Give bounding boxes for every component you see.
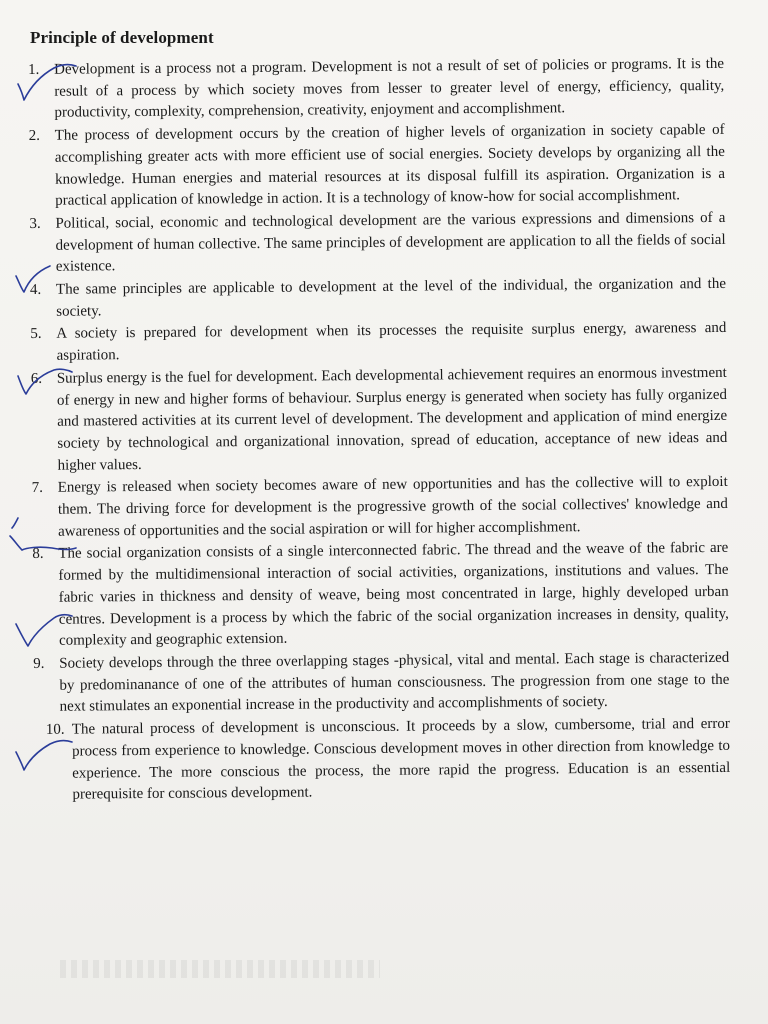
list-item-7 xyxy=(28,472,729,543)
item-text: Society develops through the three overlapping stages -physical, vital and mental. Each stage is characterized by predominanance of one of the attributes of human consciousness. The progression from one stage to the next stimulates an exponential increase in the productivity and accomplishments of society. xyxy=(59,649,730,716)
item-text: Surplus energy is the fuel for development. Each developmental achievement requires an enormous investment of energy in new and higher forms of behaviour. Surplus energy is generated when society has fully organized and mastered activities at its current level of development. The development and application of mind energize society by technological and organizational innovation, spread of education, acceptance of new ideas and higher values. xyxy=(56,364,728,474)
item-text: The process of development occurs by the creation of higher levels of organization in society capable of accomplishing greater acts with more efficient use of social energies. Society develops by organizing all the knowledge. Human energies and material resources at its disposal fulfill its aspiration. Organization is a practical application of knowledge in action. It is a technology of know-how for social accomplishment. xyxy=(54,121,726,209)
item-number: 1. xyxy=(28,61,40,78)
list-item-4 xyxy=(26,274,726,324)
item-text: Development is a process not a program. Development is not a result of set of policies or programs. It is the result of a process by which society moves from lesser to greater level of energy, efficiency, quality, productivity, complexity, comprehension, creativity, enjoyment and accomplishment. xyxy=(54,55,725,122)
item-text: Political, social, economic and technological development are the various expressions and dimensions of a development of human collective. The same principles of development are application to all the fields of social existence. xyxy=(55,209,726,276)
page-title: Principle of development xyxy=(30,28,214,47)
item-text: The natural process of development is unconscious. It proceeds by a slow, cumbersome, trial and error process from experience to knowledge. Conscious development moves in other direction from knowledge to experience. The more conscious the process, the more rapid the progress. Education is an essential prerequisite for conscious development. xyxy=(71,715,731,803)
item-text: The same principles are applicable to development at the level of the individual, the organization and the society. xyxy=(55,275,727,320)
list-item-3 xyxy=(25,208,726,279)
item-number: 4. xyxy=(29,281,42,298)
list-item-5 xyxy=(26,318,726,368)
principles-list xyxy=(24,54,731,808)
item-text: Energy is released when society becomes aware of new opportunities and has the collective will to exploit them. The driving force for development is the progressive growth of the social collectives' knowledge and awareness of opportunities and the social aspiration or will for higher accomplishment. xyxy=(57,474,728,540)
item-number: 8. xyxy=(32,546,44,563)
list-item-1 xyxy=(24,54,725,125)
item-number: 10. xyxy=(45,721,65,738)
list-item-10 xyxy=(30,714,731,807)
item-number: 6. xyxy=(30,370,43,387)
list-item-6 xyxy=(27,363,728,478)
item-text: The social organization consists of a single interconnected fabric. The thread and the weave of the fabric are formed by the multidimensional interaction of social activities, organizations, institutions and values. The fabric varies in thickness and density of weave, being most concentrated in large, highly developed urban centres. Development is a process by which the fabric of the social organization increases in density, quality, complexity and geographic extension. xyxy=(58,540,729,649)
list-item-8 xyxy=(28,538,729,653)
item-text: A society is prepared for development when its processes the requisite surplus energy, awareness and aspiration. xyxy=(56,320,727,364)
item-number: 5. xyxy=(30,326,42,343)
list-item-2 xyxy=(25,120,726,213)
list-item-9 xyxy=(29,648,730,719)
scan-smudge xyxy=(60,960,380,978)
item-number: 2. xyxy=(28,127,40,145)
item-number: 9. xyxy=(33,655,45,672)
item-number: 7. xyxy=(31,480,44,497)
item-number: 3. xyxy=(29,215,41,232)
